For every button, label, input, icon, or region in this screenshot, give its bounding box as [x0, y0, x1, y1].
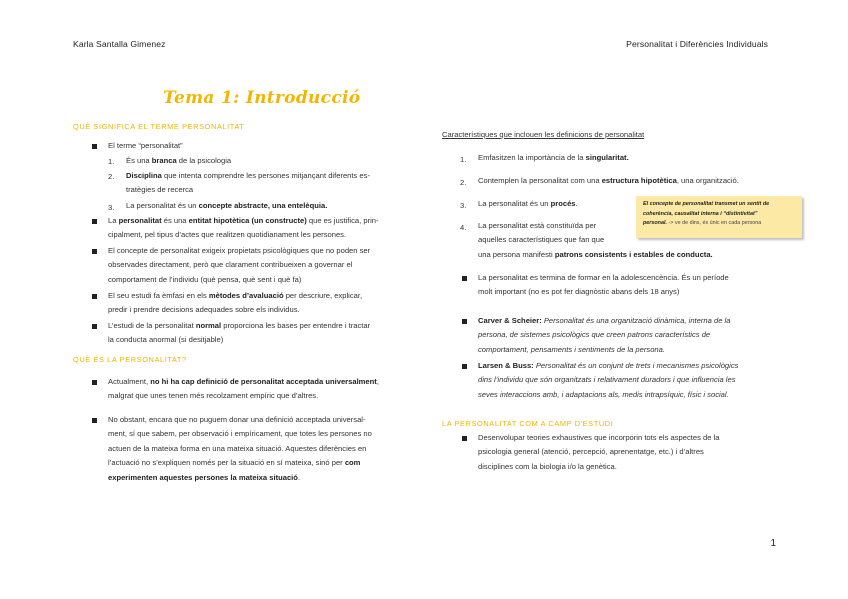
- list-number: 2.: [108, 172, 115, 181]
- text: Contemplen la personalitat com una: [478, 176, 602, 185]
- list-item-proces: [478, 197, 578, 211]
- text-bold: no hi ha cap definició de personalitat acceptada universalment: [150, 377, 377, 386]
- text: La personalitat es termina de formar en la adolescencència. És un període: [478, 273, 729, 282]
- header-author: Karla Santalla Gimenez: [73, 39, 166, 49]
- bullet-square: [92, 324, 97, 329]
- section-heading-terme: QUÈ SIGNIFICA EL TERME PERSONALITAT: [73, 122, 245, 131]
- bullet-square: [92, 294, 97, 299]
- bullet-adolescencia: [478, 271, 776, 300]
- text-bold: normal: [195, 321, 222, 330]
- text-italic: dins l’individu que són organitzats i relativament duradors i que influencia les: [478, 375, 736, 385]
- text: és una: [161, 216, 189, 225]
- section-heading-que-es: QUÈ ÉS LA PERSONALITAT?: [73, 355, 187, 364]
- list-number: 2.: [460, 178, 467, 187]
- text-bold: mètodes d’avaluació: [208, 291, 284, 300]
- text: ment, sí que sabem, per observació i empíricament, que totes les persones no: [108, 429, 372, 439]
- text: L’estudi de la personalitat: [108, 321, 196, 330]
- list-number: 3.: [460, 201, 467, 210]
- text: La personalitat és un: [126, 201, 199, 210]
- bullet-square: [462, 319, 467, 324]
- text-italic: comportament, pensaments i sentiments de la persona.: [478, 344, 665, 354]
- text: la conducta anormal (si desitjable): [108, 335, 224, 345]
- text: personal. -> ve de dins, és únic en cada persona: [643, 220, 762, 227]
- text: observades directament, però que clarament contribueixen a governar el: [108, 260, 353, 270]
- section-heading-camp-estudi: LA PERSONALITAT COM A CAMP D'ESTUDI: [442, 419, 614, 428]
- text: que es justifica, prin-: [306, 216, 379, 225]
- text-bold: entitat hipotètica (un constructe): [188, 216, 307, 225]
- text-bold: singularitat.: [585, 153, 629, 162]
- list-item-singularitat: [478, 151, 629, 165]
- sticky-note: [636, 196, 802, 238]
- text: Emfasitzen la importància de la: [478, 153, 586, 162]
- text-italic: persona, de sistemes psicològics que creen patrons característics de: [478, 330, 711, 340]
- text: ,: [376, 377, 379, 386]
- text-bold: branca: [151, 156, 177, 165]
- text: disciplines com la biologia i/o la genètica.: [478, 461, 617, 471]
- text: La personalitat està constituïda per: [478, 221, 597, 230]
- text: El concepte de personalitat exigeix propietats psicològiques que no poden ser: [108, 246, 371, 255]
- text: proporciona les bases per entendre i tractar: [221, 321, 371, 330]
- text: que intenta comprendre les persones mitjançant diferents es-: [161, 171, 370, 180]
- text-bold: estructura hipotètica: [601, 176, 677, 185]
- text-bold: Larsen & Buss:: [478, 361, 534, 370]
- text-italic: Personalitat és un conjunt de trets i mecanismes psicològics: [533, 361, 739, 370]
- list-number: 1.: [460, 155, 467, 164]
- bullet-square: [462, 364, 467, 369]
- bullet-teories: [478, 431, 776, 474]
- bullet-square: [92, 219, 97, 224]
- bullet-normal: [108, 319, 408, 348]
- bullet-terme: El terme “personalitat”: [108, 141, 183, 150]
- text: aquelles característiques que fan que: [478, 235, 605, 245]
- bullet-no-obstant: [108, 413, 406, 485]
- bullet-larsen-buss: [478, 359, 776, 402]
- page-title: Tema 1: Introducció: [163, 88, 361, 108]
- text-bold: com: [344, 458, 361, 468]
- text-italic: seves interaccions amb, i adaptacions als, medis intrapsíquic, físic i social.: [478, 389, 729, 399]
- text: cipalment, pel tipus d’actes que realitzen quotidianament les persones.: [108, 230, 347, 240]
- text: una persona manifesti: [478, 249, 555, 259]
- bullet-personalitat-entitat: [108, 214, 406, 243]
- text-bold: concepte abstracte, una entelèquia.: [198, 201, 328, 210]
- text: La: [108, 216, 119, 225]
- bullet-metodes: [108, 289, 406, 318]
- text: coherència, causalitat interna i “distintivitat”: [643, 210, 758, 217]
- bullet-square: [92, 144, 97, 149]
- text: , una organització.: [676, 176, 739, 185]
- bullet-propietats: [108, 244, 406, 287]
- text-bold: Carver & Scheier:: [478, 316, 542, 325]
- text: .: [297, 472, 301, 482]
- text-bold: Disciplina: [126, 171, 162, 180]
- text-italic: Personalitat és una organització dinàmica, interna de la: [541, 316, 731, 325]
- list-number: 3.: [108, 203, 115, 212]
- text-bold: experimenten aquestes persones la mateixa situació: [108, 472, 298, 482]
- header-subject: Personalitat i Diferències Individuals: [626, 39, 768, 49]
- list-number: 4.: [460, 223, 467, 232]
- text: tratègies de recerca: [126, 185, 194, 195]
- bullet-carver-scheier: [478, 314, 776, 357]
- list-item-disciplina: [126, 169, 406, 198]
- characteristics-heading: Característiques que inclouen les definicions de personalitat: [442, 130, 645, 139]
- text: malgrat que unes tenen més recolzament empíric que d’altres.: [108, 391, 319, 401]
- list-item-branca: [126, 154, 231, 168]
- text: Actualment,: [108, 377, 151, 386]
- text: predir i prendre decisions adequades sobre els individus.: [108, 305, 300, 315]
- text-bold: patrons consistents i estables de conducta.: [554, 249, 713, 259]
- text: La personalitat és un: [478, 199, 551, 208]
- text: de la psicologia: [176, 156, 232, 165]
- text-bold: procés: [550, 199, 576, 208]
- text: l’actuació no s’expliquen només per la situació en sí mateixa, sinó per: [108, 458, 345, 468]
- text: No obstant, encara que no puguem donar una definició acceptada universal-: [108, 415, 366, 424]
- text: comportament de l’individu (què pensa, què sent i què fa): [108, 274, 302, 284]
- text: .: [575, 199, 578, 208]
- bullet-square: [92, 418, 97, 423]
- text: El concepte de personalitat transmet un sentit de: [643, 201, 770, 207]
- text: molt important (no es pot fer diagnòstic abans dels 18 anys): [478, 287, 680, 297]
- text: Desenvolupar teories exhaustives que incorporin tots els aspectes de la: [478, 433, 720, 442]
- list-item-concepte: [126, 199, 327, 213]
- bullet-square: [92, 380, 97, 385]
- text: actuen de la mateixa forma en una mateixa situació. Aquestes diferències en: [108, 443, 367, 453]
- bullet-square: [462, 436, 467, 441]
- bullet-square: [462, 276, 467, 281]
- page-number: 1: [770, 538, 776, 549]
- text: El seu estudi fa èmfasi en els: [108, 291, 209, 300]
- list-item-estructura: [478, 174, 739, 188]
- list-number: 1.: [108, 157, 115, 166]
- bullet-actualment: [108, 375, 408, 404]
- bullet-square: [92, 249, 97, 254]
- text: per descriure, explicar,: [283, 291, 363, 300]
- text: psicologia general (atenció, percepció, aprenentatge, etc.) i d’altres: [478, 447, 704, 457]
- text-bold: personalitat: [118, 216, 162, 225]
- text: És una: [126, 156, 152, 165]
